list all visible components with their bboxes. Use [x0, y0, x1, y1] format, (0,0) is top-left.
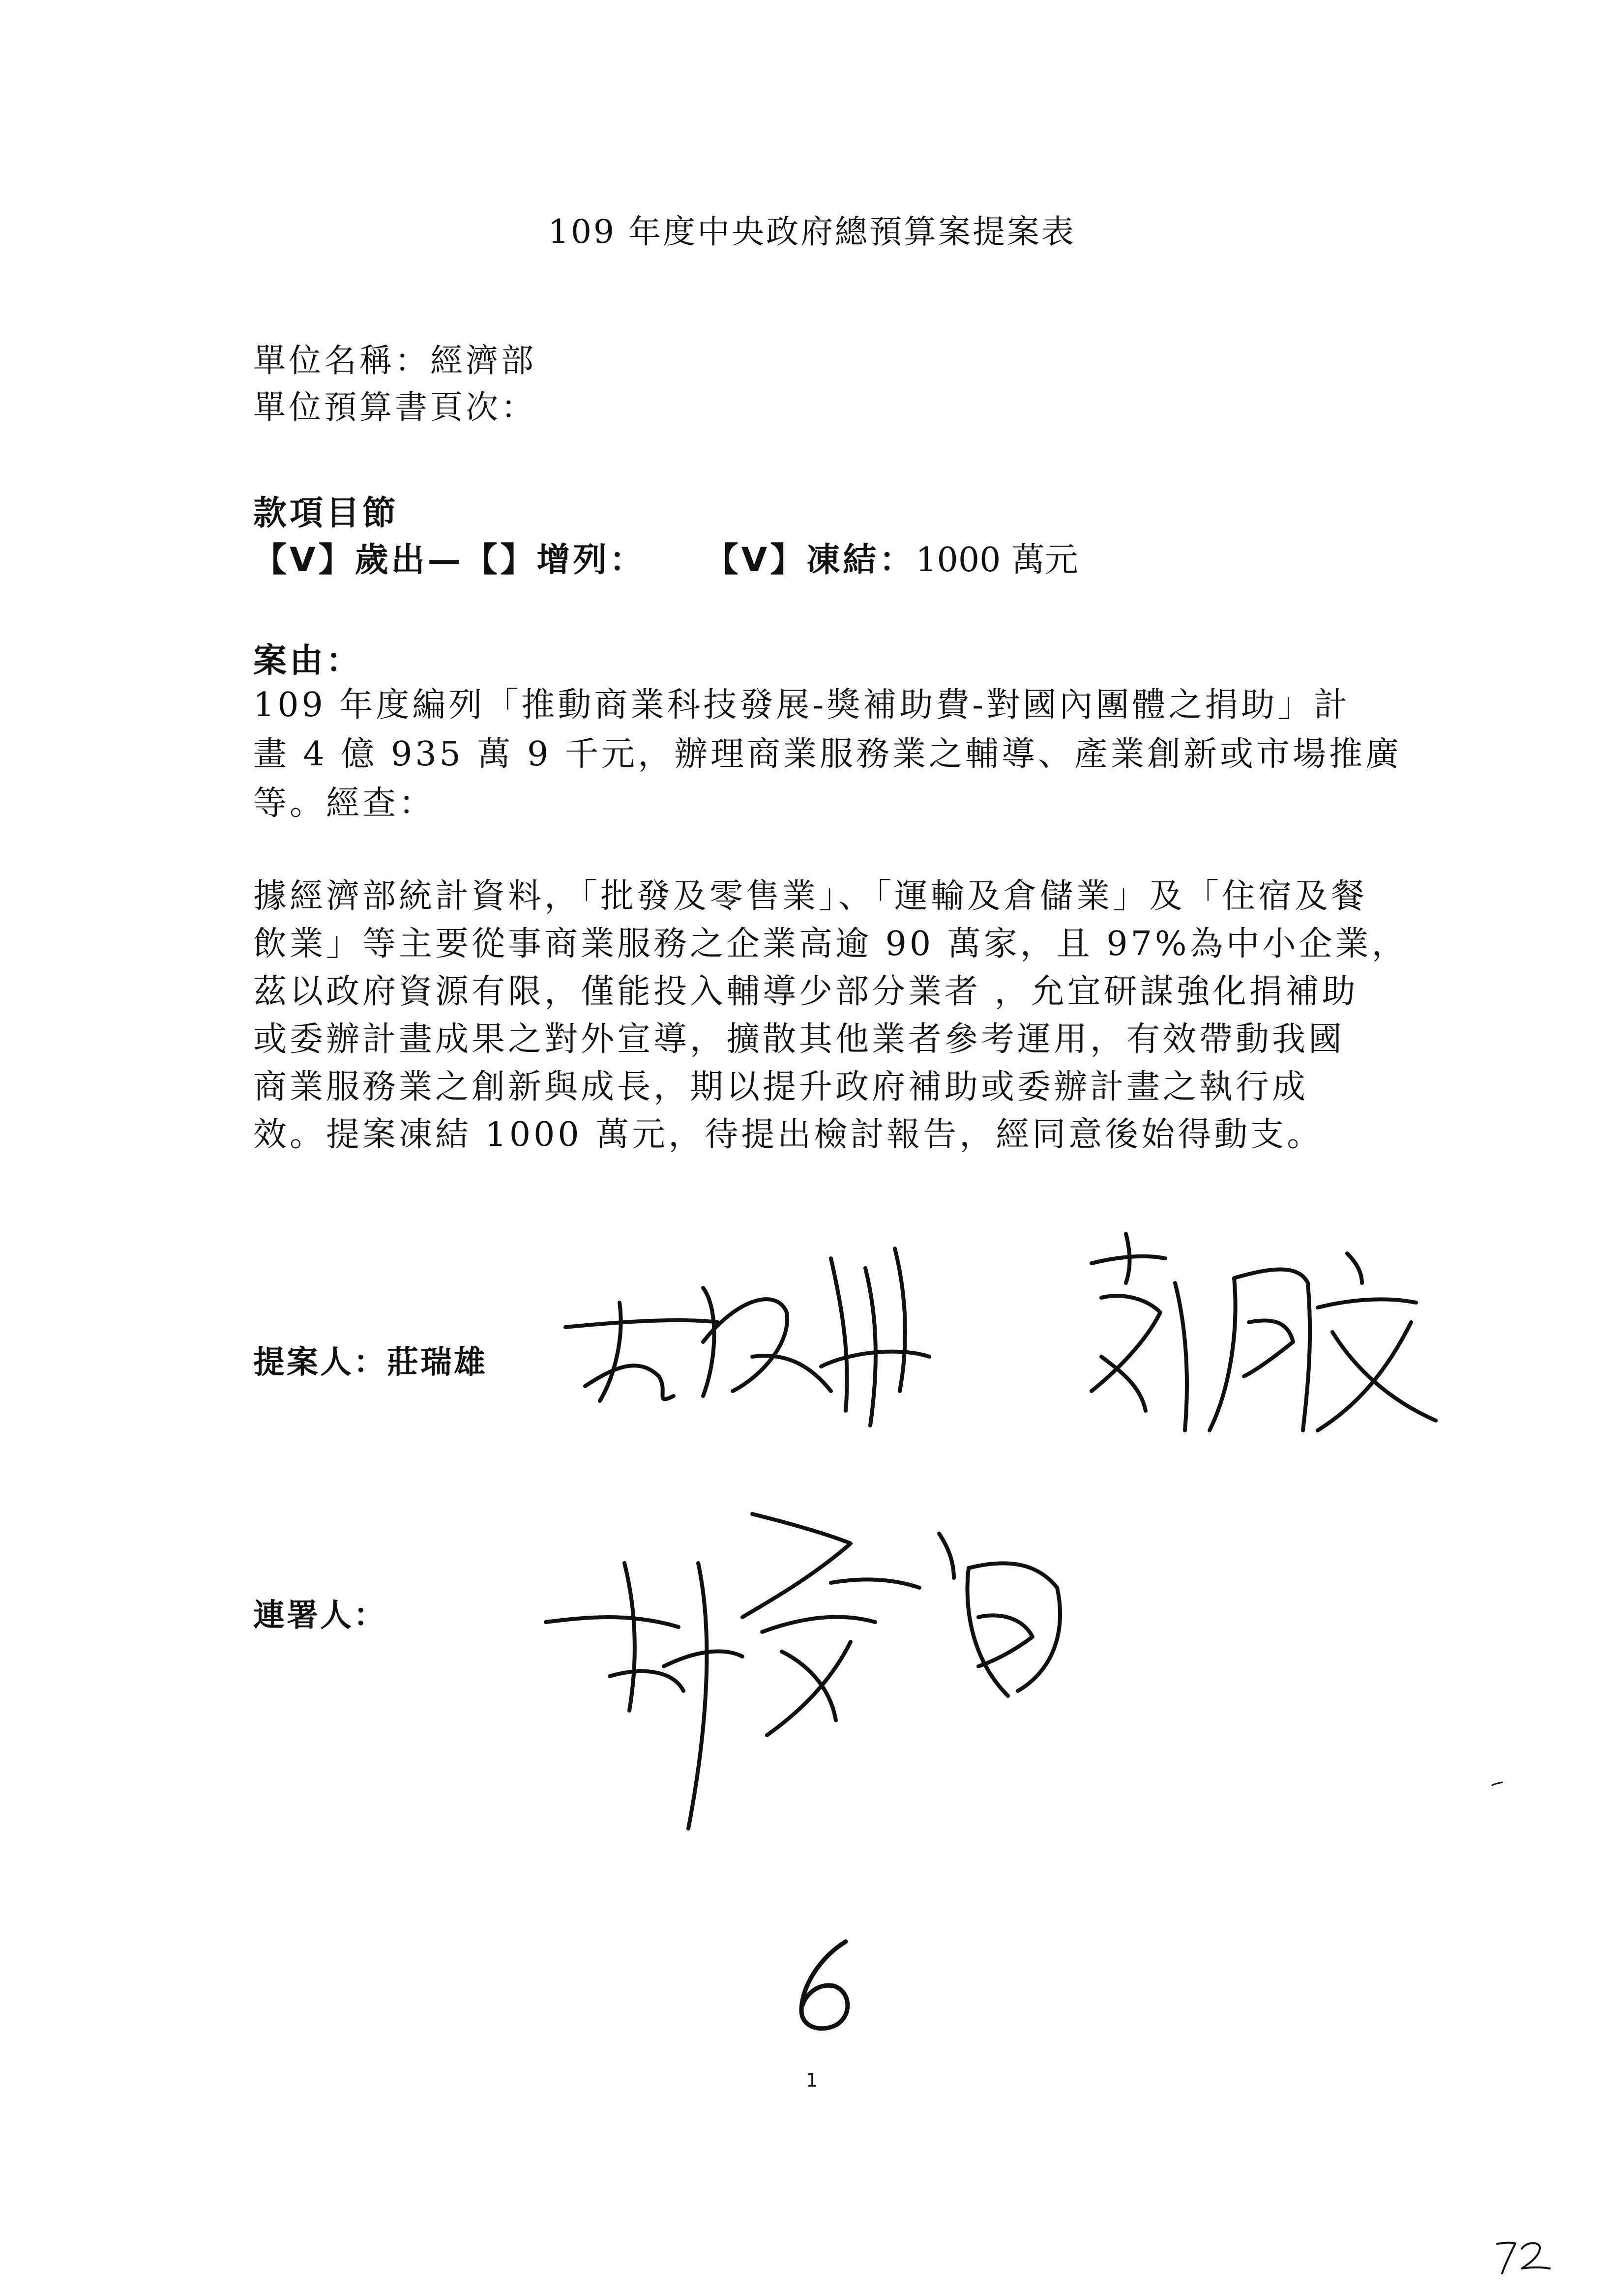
proposer-row — [253, 1337, 487, 1382]
findings-line: 或委辦計畫成果之對外宣導，擴散其他業者參考運用，有效帶動我國 — [253, 1020, 1345, 1059]
reason-line: 109 年度編列「推動商業科技發展-獎補助費-對國內團體之捐助」計 — [253, 686, 1351, 725]
unit-budget-page-row — [253, 381, 536, 428]
signature-2 — [1072, 1224, 1446, 1460]
signature-1 — [556, 1229, 1047, 1440]
freeze-amount: 1000 萬元 — [915, 541, 1078, 580]
findings-line: 據經濟部統計資料，「批發及零售業」、「運輸及倉儲業」及「住宿及餐 — [253, 877, 1368, 916]
signature-3 — [536, 1504, 1087, 1848]
document-title: 109 年度中央政府總預算案提案表 — [548, 213, 1076, 251]
page-number: 1 — [806, 2069, 818, 2091]
freeze-mark: 【V】凍結： — [705, 541, 916, 580]
findings-line: 茲以政府資源有限，僅能投入輔導少部分業者 ，允宜研謀強化捐補助 — [253, 972, 1358, 1011]
speck-mark — [1490, 1779, 1505, 1789]
unit-name-row — [253, 334, 536, 381]
reason-line: 等。經查： — [253, 784, 436, 823]
proposer-label: 提案人： — [253, 1344, 387, 1381]
handwritten-number-6 — [792, 1937, 865, 2035]
cosigner-label: 連署人： — [253, 1598, 387, 1634]
findings-line: 效。提案凍結 1000 萬元，待提出檢討報告，經同意後始得動支。 — [253, 1115, 1324, 1154]
reason-paragraph — [253, 681, 1414, 828]
expense-mark: 【V】歲出— — [253, 541, 464, 580]
proposer-name: 莊瑞雄 — [387, 1344, 487, 1381]
unit-name-label: 單位名稱： — [253, 342, 430, 379]
findings-paragraph — [253, 872, 1414, 1159]
corner-note — [1495, 2237, 1554, 2276]
section-item-label: 款項目節 — [253, 494, 399, 533]
reason-label: 案由： — [253, 641, 363, 680]
budget-mark-row — [253, 533, 1078, 581]
unit-budget-page-label: 單位預算書頁次： — [253, 388, 536, 426]
findings-line: 飲業」等主要從事商業服務之企業高逾 90 萬家，且 97%為中小企業， — [253, 925, 1408, 963]
increase-mark: 【】增列： — [464, 541, 646, 580]
reason-line: 畫 4 億 935 萬 9 千元，辦理商業服務業之輔導、產業創新或市場推廣 — [253, 735, 1402, 774]
unit-name-value: 經濟部 — [430, 342, 536, 379]
findings-line: 商業服務業之創新與成長，期以提升政府補助或委辦計畫之執行成 — [253, 1068, 1309, 1106]
